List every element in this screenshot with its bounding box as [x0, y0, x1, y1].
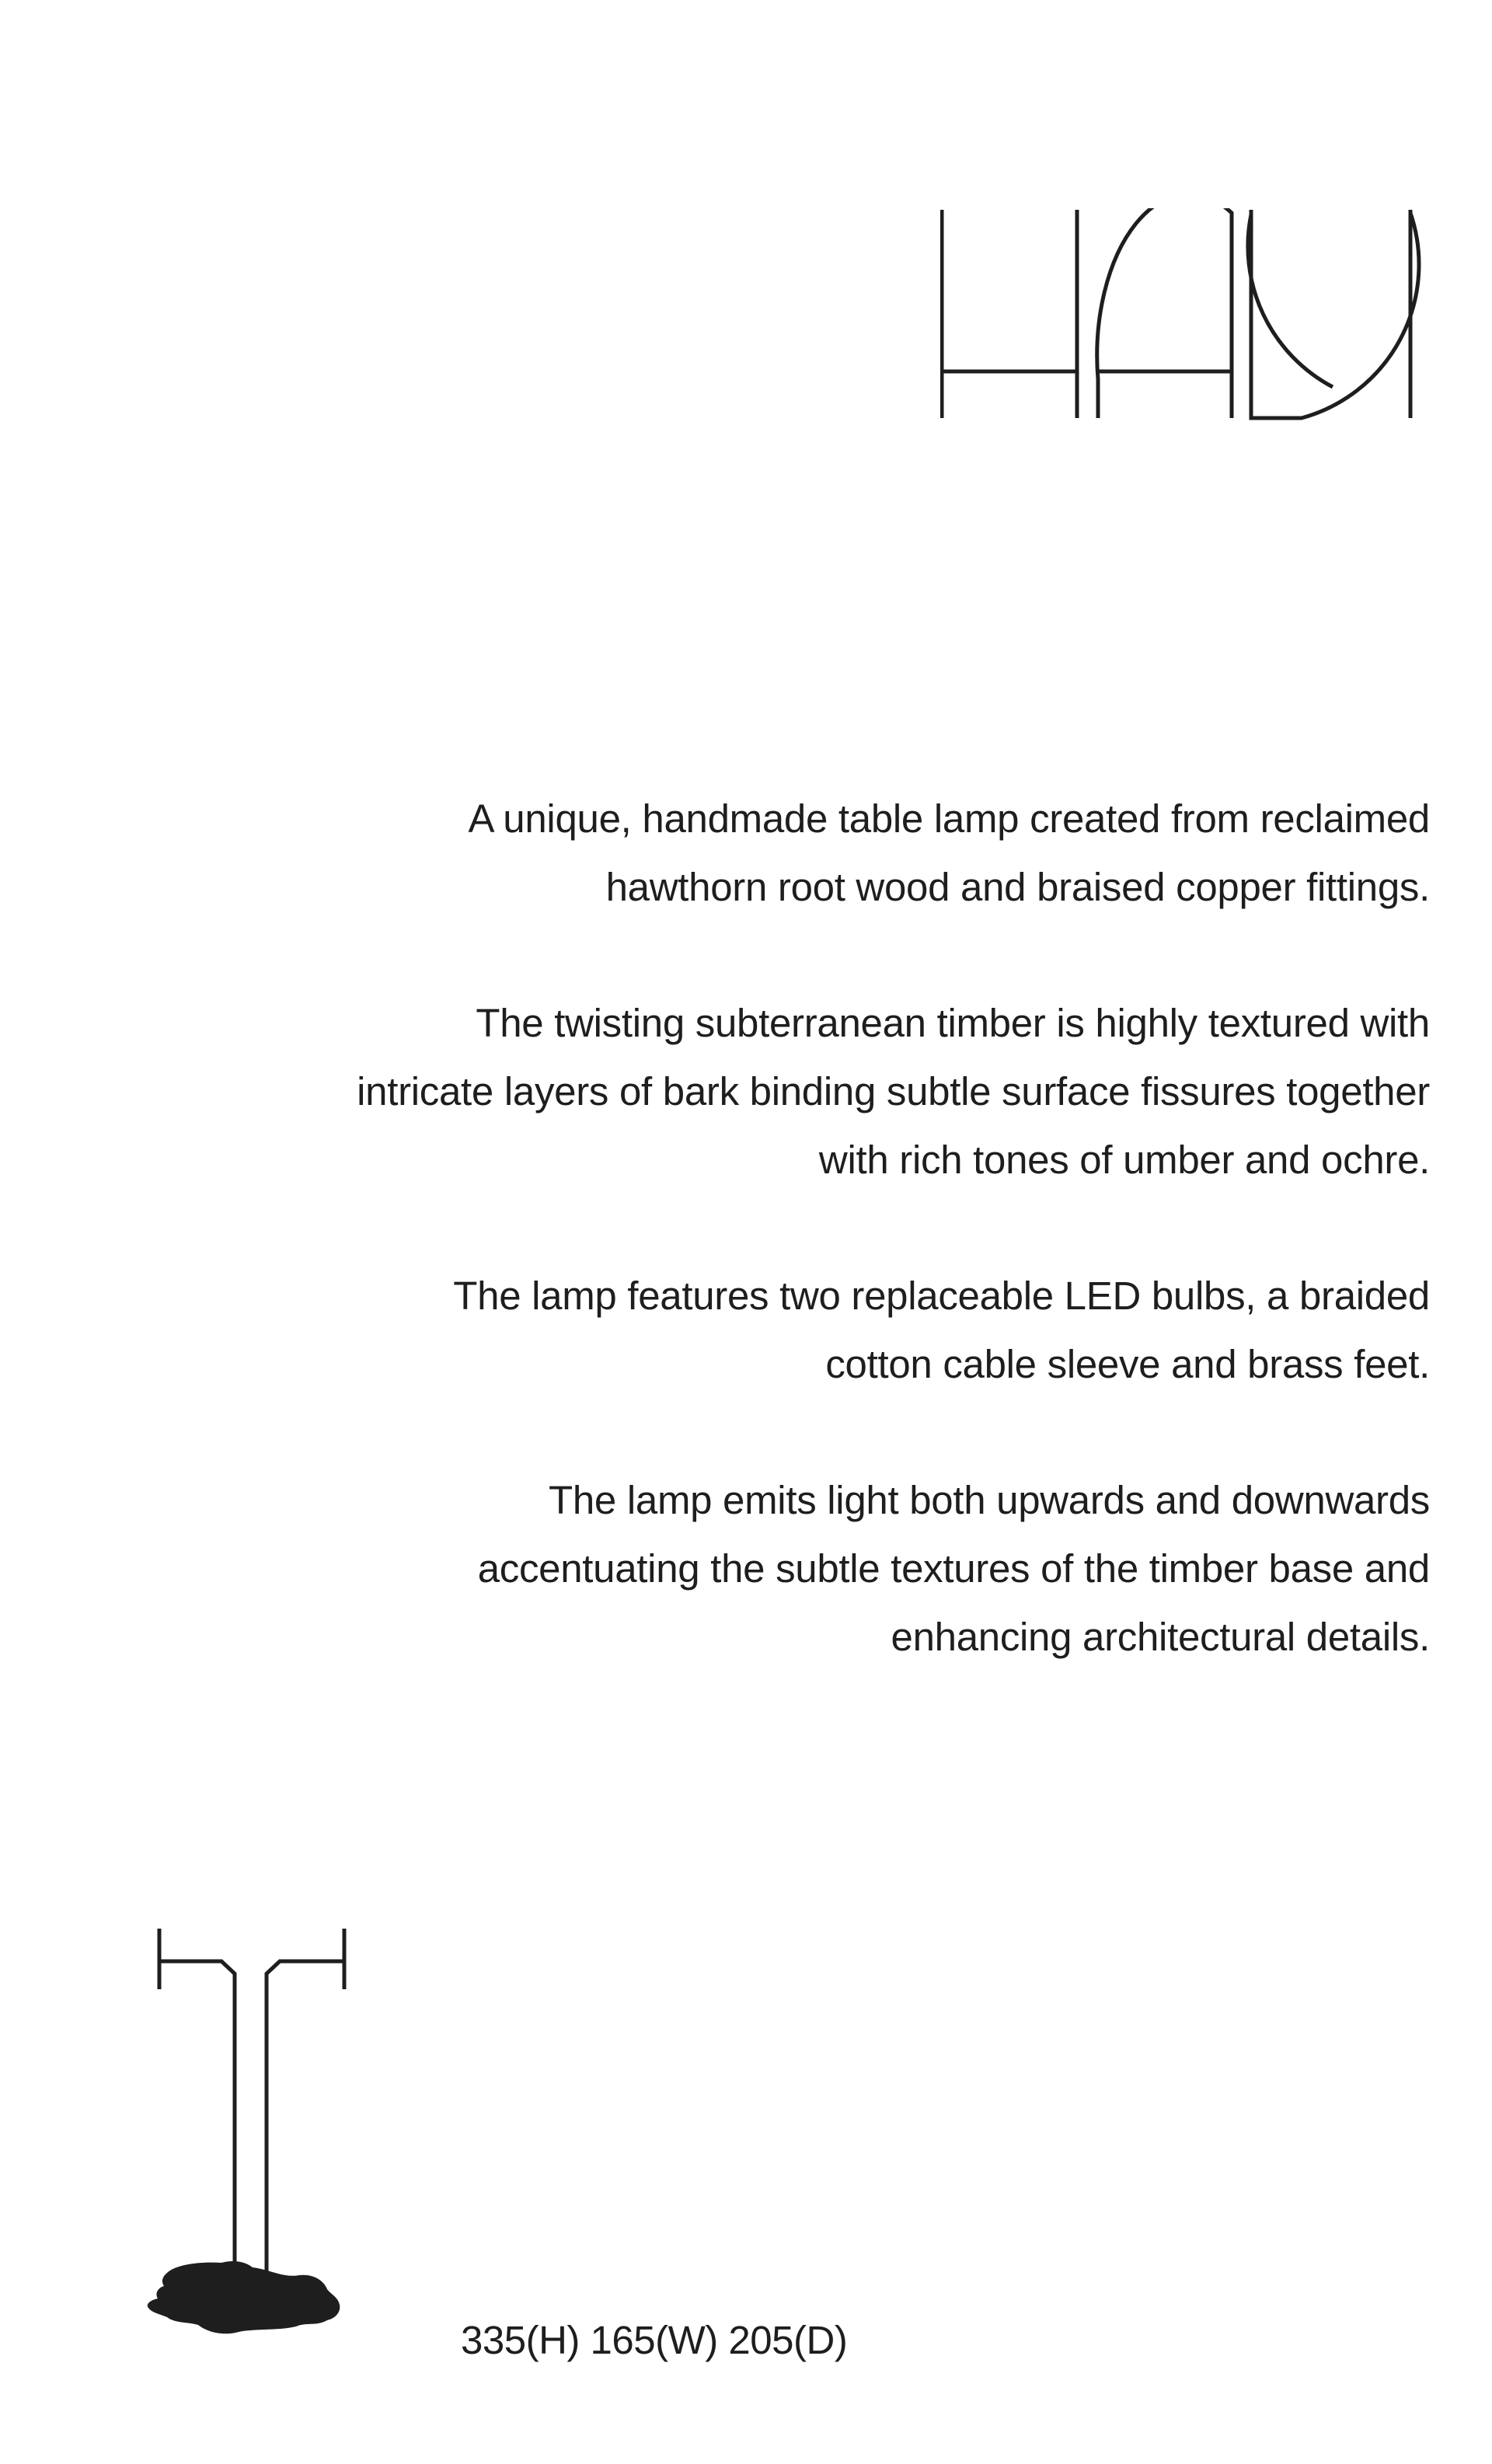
- description-line: intricate layers of bark binding subtle surface fissures together: [357, 1069, 1430, 1114]
- description-line: A unique, handmade table lamp created from reclaimed: [468, 796, 1430, 841]
- haw-logo: [940, 208, 1430, 426]
- description-paragraph: [109, 989, 1430, 1194]
- description-line: The lamp emits light both upwards and downwards: [549, 1478, 1430, 1522]
- description-line: The lamp features two replaceable LED bulbs, a braided: [453, 1274, 1430, 1318]
- description-line: hawthorn root wood and braised copper fittings.: [605, 865, 1430, 909]
- description-paragraph: [109, 1262, 1430, 1399]
- root-base-silhouette: [148, 2261, 340, 2333]
- description-line: The twisting subterranean timber is highly textured with: [476, 1001, 1430, 1045]
- lamp-illustration: [144, 1927, 354, 2362]
- product-description: [109, 785, 1430, 1739]
- description-line: accentuating the subtle textures of the timber base and: [477, 1546, 1430, 1591]
- description-line: cotton cable sleeve and brass feet.: [825, 1342, 1430, 1386]
- description-line: with rich tones of umber and ochre.: [818, 1138, 1430, 1182]
- product-dimensions: 335(H) 165(W) 205(D): [461, 2318, 848, 2362]
- description-paragraph: [109, 785, 1430, 922]
- description-line: enhancing architectural details.: [891, 1615, 1430, 1659]
- description-paragraph: [109, 1466, 1430, 1671]
